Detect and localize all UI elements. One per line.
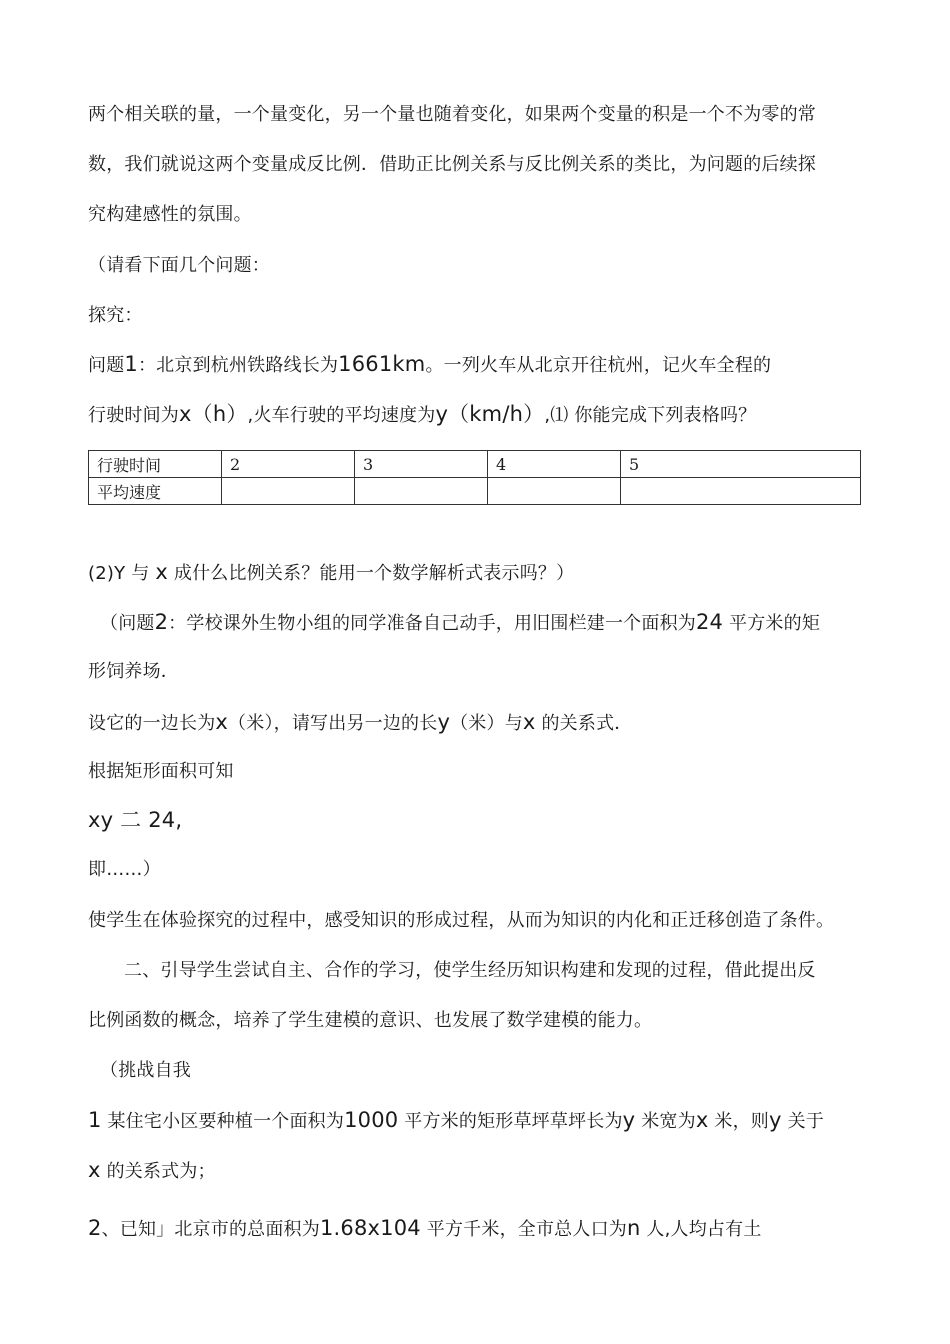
ex1-x-var: x (695, 1108, 709, 1132)
q1b-text: (2)Y (88, 563, 126, 584)
row-label-time: 行驶时间 (89, 451, 222, 478)
data-table (88, 450, 861, 505)
ex1-x-var: x (88, 1158, 101, 1182)
paragraph-line: 二、引导学生尝试自主、合作的学习，使学生经历知识构建和发现的过程，借此提出反 (124, 960, 816, 981)
ex1-text: 米，则 (714, 1111, 770, 1132)
paragraph-line: 比例函数的概念，培养了学生建模的意识、也发展了数学建模的能力。 (88, 1010, 653, 1031)
q2-text: （米）与 (450, 713, 523, 734)
q2-text: 设它的一边长为 (88, 713, 216, 734)
q1-text: ,火车行驶的平均速度为 (247, 405, 436, 426)
ex2-text: 平方千米，全市总人口为 (426, 1219, 627, 1240)
exercise-2-line-1 (88, 1216, 762, 1242)
ex2-number: 2 (88, 1216, 102, 1240)
q2-label: （问题 (100, 613, 155, 634)
paragraph-line: 两个相关联的量，一个量变化，另一个量也随着变化，如果两个变量的积是一个不为零的常 (88, 104, 816, 125)
ex1-number: 1 (88, 1108, 102, 1132)
table-cell: 2 (222, 451, 355, 478)
table-cell (621, 478, 861, 505)
q1-text: 。一列火车从北京开往杭州，记火车全程的 (425, 355, 772, 376)
q1-text: 行驶时间为 (88, 405, 179, 426)
ex1-text: 的关系式为； (106, 1161, 216, 1182)
paragraph-line: 数，我们就说这两个变量成反比例．借助正比例关系与反比例关系的类比，为问题的后续探 (88, 154, 816, 175)
question-2-line-4: 根据矩形面积可知 (88, 761, 234, 782)
challenge-heading: （挑战自我 (100, 1060, 191, 1081)
question-1-part-2 (88, 560, 574, 586)
q1-text: ：北京到杭州铁路线长为 (137, 355, 339, 376)
q2-x-var: x (215, 710, 229, 734)
q2-text: ：学校课外生物小组的同学准备自己动手，用旧围栏建一个面积为 (168, 613, 696, 634)
table-row (89, 451, 861, 478)
q1b-text: 成什么比例关系？能用一个数学解析式表示吗？） (173, 563, 575, 584)
question-2-line-1 (100, 610, 820, 636)
question-1-line-1 (88, 352, 771, 378)
paragraph-line: 使学生在体验探究的过程中，感受知识的形成过程，从而为知识的内化和正迁移创造了条件。 (88, 910, 835, 931)
ex2-text: 人,人均占有土 (646, 1219, 762, 1240)
q2-area: 24 (695, 610, 724, 634)
table-cell: 5 (621, 451, 861, 478)
ex2-text: 、已知」北京市的总面积为 (101, 1219, 320, 1240)
table-cell (488, 478, 621, 505)
table-cell: 4 (488, 451, 621, 478)
table-cell: 3 (355, 451, 488, 478)
ex1-y-var: y (769, 1108, 782, 1132)
ex1-text: 某住宅小区要种植一个面积为 (107, 1111, 345, 1132)
ex1-text: 关于 (787, 1111, 824, 1132)
explore-heading: 探究： (88, 305, 143, 326)
q1-length: 1661km (338, 352, 426, 376)
ex2-n-var: n (626, 1216, 641, 1240)
q2-text: 平方米的矩 (729, 613, 821, 634)
q2-y-var: y (437, 710, 451, 734)
q2-number: 2 (154, 610, 169, 634)
ex1-text: 平方米的矩形草坪草坪长为 (404, 1111, 623, 1132)
question-1-line-2 (88, 402, 756, 428)
ex1-text: 米宽为 (641, 1111, 696, 1132)
ex1-area: 1000 (344, 1108, 399, 1132)
exercise-1-line-2 (88, 1158, 216, 1184)
q2-x-var: x (522, 710, 536, 734)
row-label-speed: 平均速度 (89, 478, 222, 505)
table-cell (355, 478, 488, 505)
ex2-area: 1.68x104 (319, 1216, 421, 1240)
q1-text: ,⑴ 你能完成下列表格吗？ (544, 405, 757, 426)
intro-line: （请看下面几个问题： (88, 255, 270, 276)
table-row (89, 478, 861, 505)
q1-x-var: x（h） (179, 402, 248, 426)
ex1-y-var: y (622, 1108, 636, 1132)
q2-text: （米），请写出另一边的长 (228, 713, 438, 734)
equation: xy 二 24, (88, 808, 183, 832)
question-2-line-3 (88, 710, 632, 736)
paragraph-line: 究构建感性的氛围。 (88, 204, 252, 225)
q1-y-var: y（km/h） (435, 402, 545, 426)
question-2-line-2: 形饲养场． (88, 661, 179, 682)
question-2-line-6: 即……） (88, 859, 161, 880)
q1b-text: 与 (131, 563, 150, 584)
q1-label: 问题 (88, 355, 125, 376)
q1-number: 1 (124, 352, 138, 376)
q2-text: 的关系式． (541, 713, 633, 734)
exercise-1-line-1 (88, 1108, 824, 1134)
q1b-x-var: x (155, 560, 168, 584)
table-cell (222, 478, 355, 505)
